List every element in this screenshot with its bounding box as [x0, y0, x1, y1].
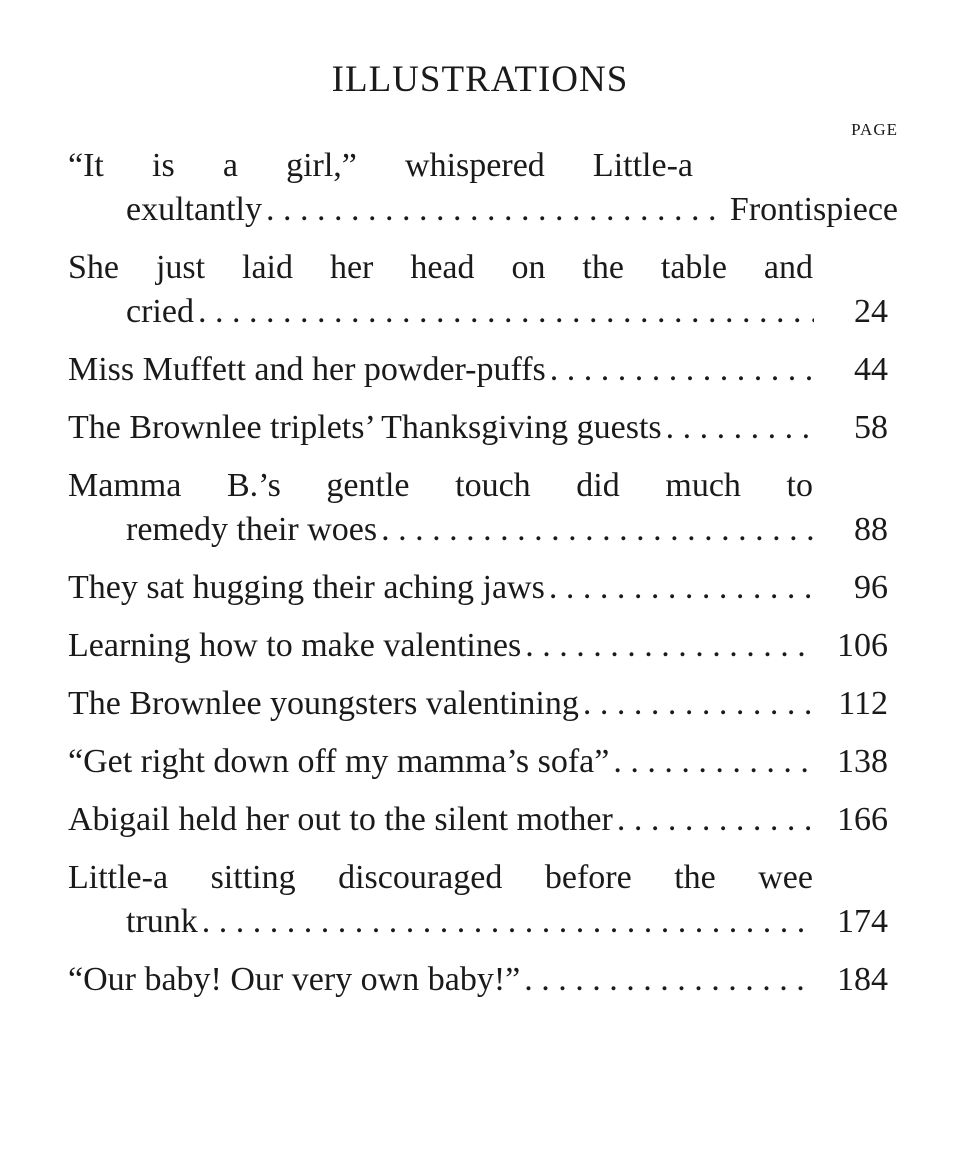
entry-title: The Brownlee youngsters valentining	[68, 685, 579, 722]
entry-page: Frontispiece	[729, 191, 898, 228]
dot-leader	[202, 900, 814, 944]
entry-page: 174	[837, 903, 888, 940]
entry-title-line1: Mamma B.’s gentle touch did much to	[68, 467, 813, 504]
list-item	[68, 566, 898, 610]
list-item	[68, 798, 898, 842]
list-item	[68, 464, 898, 552]
entry-page: 184	[837, 961, 888, 998]
dot-leader	[550, 348, 814, 392]
entry-title: The Brownlee triplets’ Thanksgiving guests	[68, 409, 662, 446]
list-item	[68, 144, 898, 232]
dot-leader	[613, 740, 814, 784]
dot-leader	[381, 508, 814, 552]
page-column-label: PAGE	[851, 120, 898, 139]
dot-leader	[666, 406, 814, 450]
list-item	[68, 958, 898, 1002]
page-heading: ILLUSTRATIONS	[331, 59, 629, 100]
entry-title-line1: “It is a girl,” whispered Little-a	[68, 147, 693, 184]
entry-title: Miss Muffett and her powder-puffs	[68, 351, 546, 388]
dot-leader	[525, 624, 814, 668]
dot-leader	[266, 188, 726, 232]
entry-page: 112	[838, 685, 888, 722]
list-item	[68, 348, 898, 392]
entry-page: 106	[837, 627, 888, 664]
entry-title-line1: She just laid her head on the table and	[68, 249, 813, 286]
entry-page: 96	[854, 569, 888, 606]
list-item	[68, 406, 898, 450]
list-item	[68, 740, 898, 784]
list-item	[68, 624, 898, 668]
dot-leader	[583, 682, 814, 726]
entry-title: “Get right down off my mamma’s sofa”	[68, 743, 610, 780]
list-item	[68, 856, 898, 944]
dot-leader	[524, 958, 814, 1002]
list-item	[68, 682, 898, 726]
entry-title: Learning how to make valentines	[68, 627, 522, 664]
entry-page: 88	[854, 511, 888, 548]
entry-page: 58	[854, 409, 888, 446]
entry-title-line2: cried	[126, 293, 194, 330]
dot-leader	[198, 290, 814, 334]
entry-title: “Our baby! Our very own baby!”	[68, 961, 521, 998]
entry-title-line1: Little-a sitting discouraged before the wee	[68, 859, 813, 896]
entry-page: 166	[837, 801, 888, 838]
entry-title-line2: exultantly	[126, 191, 262, 228]
entry-page: 138	[837, 743, 888, 780]
entry-title: They sat hugging their aching jaws	[68, 569, 545, 606]
dot-leader	[549, 566, 814, 610]
entry-title-line2: remedy their woes	[126, 511, 378, 548]
entry-page: 24	[854, 293, 888, 330]
entry-title-line2: trunk	[126, 903, 198, 940]
list-item	[68, 246, 898, 334]
illustrations-list	[68, 144, 898, 1016]
entry-title: Abigail held her out to the silent mother	[68, 801, 613, 838]
dot-leader	[617, 798, 814, 842]
entry-page: 44	[854, 351, 888, 388]
